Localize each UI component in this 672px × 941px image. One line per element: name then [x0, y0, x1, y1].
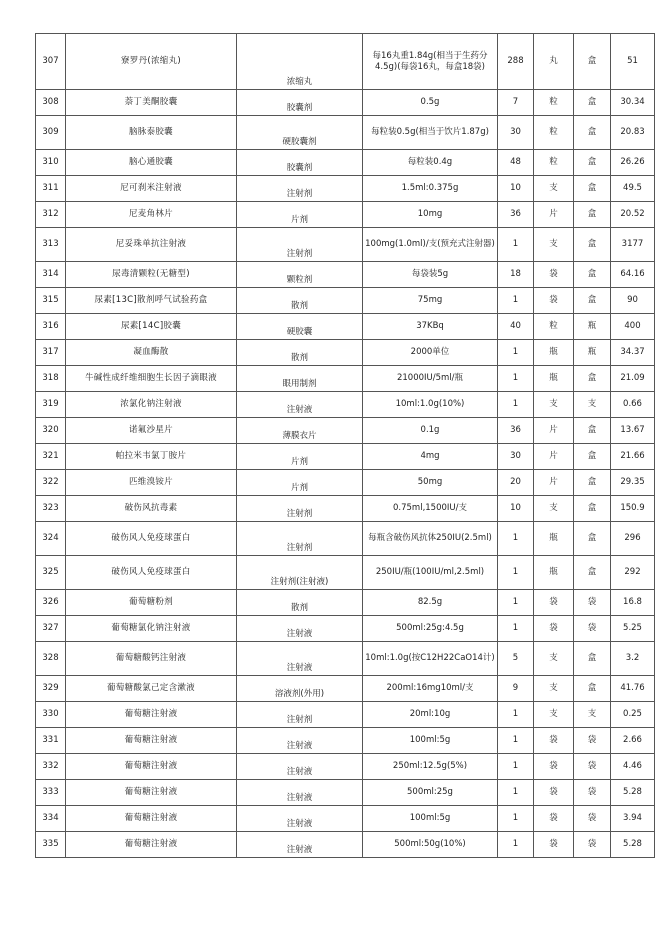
table-row [36, 556, 655, 590]
drug-name-cell: 匹维溴铵片 [66, 470, 237, 496]
package-unit-cell: 瓶 [574, 340, 611, 366]
package-unit-cell: 盒 [574, 150, 611, 176]
row-number-cell: 318 [36, 366, 66, 392]
drug-name-cell: 寮罗丹(浓缩丸) [66, 34, 237, 90]
row-number-cell: 328 [36, 642, 66, 676]
dosage-form-cell: 注射液 [237, 616, 363, 642]
table-row [36, 806, 655, 832]
specification-cell: 500ml:25g:4.5g [363, 616, 498, 642]
drug-name-cell: 尼妥珠单抗注射液 [66, 228, 237, 262]
row-number-cell: 327 [36, 616, 66, 642]
row-number-cell: 330 [36, 702, 66, 728]
specification-cell: 82.5g [363, 590, 498, 616]
drug-name-cell: 破伤风人免疫球蛋白 [66, 556, 237, 590]
package-quantity-cell: 1 [498, 228, 534, 262]
dosage-form-cell: 硬胶囊剂 [237, 116, 363, 150]
table-row [36, 590, 655, 616]
dosage-form-cell: 注射剂 [237, 176, 363, 202]
table-row [36, 340, 655, 366]
minimum-unit-cell: 支 [534, 176, 574, 202]
price-cell: 296 [611, 522, 655, 556]
package-quantity-cell: 1 [498, 754, 534, 780]
minimum-unit-cell: 袋 [534, 832, 574, 858]
package-unit-cell: 盒 [574, 176, 611, 202]
minimum-unit-cell: 袋 [534, 262, 574, 288]
row-number-cell: 332 [36, 754, 66, 780]
table-row [36, 34, 655, 90]
drug-name-cell: 尿素[13C]散剂呼气试验药盒 [66, 288, 237, 314]
package-unit-cell: 盒 [574, 90, 611, 116]
minimum-unit-cell: 片 [534, 418, 574, 444]
minimum-unit-cell: 瓶 [534, 556, 574, 590]
package-quantity-cell: 1 [498, 728, 534, 754]
minimum-unit-cell: 瓶 [534, 522, 574, 556]
package-quantity-cell: 48 [498, 150, 534, 176]
package-unit-cell: 支 [574, 702, 611, 728]
table-row [36, 780, 655, 806]
dosage-form-cell: 眼用制剂 [237, 366, 363, 392]
row-number-cell: 317 [36, 340, 66, 366]
table-row [36, 262, 655, 288]
drug-name-cell: 尿素[14C]胶囊 [66, 314, 237, 340]
row-number-cell: 320 [36, 418, 66, 444]
minimum-unit-cell: 支 [534, 392, 574, 418]
table-row [36, 444, 655, 470]
row-number-cell: 329 [36, 676, 66, 702]
package-quantity-cell: 7 [498, 90, 534, 116]
specification-cell: 每瓶含破伤风抗体250IU(2.5ml) [363, 522, 498, 556]
specification-cell: 75mg [363, 288, 498, 314]
drug-name-cell: 尼麦角林片 [66, 202, 237, 228]
table-row [36, 676, 655, 702]
minimum-unit-cell: 瓶 [534, 366, 574, 392]
dosage-form-cell: 注射剂(注射液) [237, 556, 363, 590]
price-cell: 21.66 [611, 444, 655, 470]
price-cell: 13.67 [611, 418, 655, 444]
drug-name-cell: 葡萄糖粉剂 [66, 590, 237, 616]
drug-name-cell: 葡萄糖酸钙注射液 [66, 642, 237, 676]
package-quantity-cell: 1 [498, 392, 534, 418]
price-cell: 0.25 [611, 702, 655, 728]
row-number-cell: 319 [36, 392, 66, 418]
package-quantity-cell: 36 [498, 418, 534, 444]
specification-cell: 250IU/瓶(100IU/ml,2.5ml) [363, 556, 498, 590]
table-row [36, 116, 655, 150]
dosage-form-cell: 注射液 [237, 806, 363, 832]
row-number-cell: 314 [36, 262, 66, 288]
specification-cell: 20ml:10g [363, 702, 498, 728]
package-unit-cell: 盒 [574, 470, 611, 496]
price-cell: 4.46 [611, 754, 655, 780]
price-cell: 0.66 [611, 392, 655, 418]
minimum-unit-cell: 片 [534, 444, 574, 470]
specification-cell: 37KBq [363, 314, 498, 340]
package-quantity-cell: 1 [498, 556, 534, 590]
table-row [36, 702, 655, 728]
specification-cell: 4mg [363, 444, 498, 470]
table-row [36, 418, 655, 444]
specification-cell: 200ml:16mg10ml/支 [363, 676, 498, 702]
dosage-form-cell: 片剂 [237, 444, 363, 470]
package-unit-cell: 盒 [574, 116, 611, 150]
specification-cell: 每粒装0.4g [363, 150, 498, 176]
package-unit-cell: 袋 [574, 616, 611, 642]
drug-name-cell: 脑脉泰胶囊 [66, 116, 237, 150]
minimum-unit-cell: 瓶 [534, 340, 574, 366]
price-cell: 150.9 [611, 496, 655, 522]
dosage-form-cell: 注射液 [237, 754, 363, 780]
minimum-unit-cell: 粒 [534, 314, 574, 340]
row-number-cell: 313 [36, 228, 66, 262]
row-number-cell: 311 [36, 176, 66, 202]
price-cell: 2.66 [611, 728, 655, 754]
drug-name-cell: 诺氟沙星片 [66, 418, 237, 444]
specification-cell: 21000IU/5ml/瓶 [363, 366, 498, 392]
price-cell: 3177 [611, 228, 655, 262]
package-quantity-cell: 1 [498, 616, 534, 642]
drug-name-cell: 葡萄糖酸氯己定含漱液 [66, 676, 237, 702]
package-unit-cell: 盒 [574, 288, 611, 314]
drug-name-cell: 帕拉米韦氯丁胺片 [66, 444, 237, 470]
package-unit-cell: 盒 [574, 522, 611, 556]
row-number-cell: 333 [36, 780, 66, 806]
package-unit-cell: 袋 [574, 780, 611, 806]
table-row [36, 754, 655, 780]
package-quantity-cell: 30 [498, 444, 534, 470]
row-number-cell: 326 [36, 590, 66, 616]
drug-name-cell: 尼可刹米注射液 [66, 176, 237, 202]
table-row [36, 392, 655, 418]
minimum-unit-cell: 支 [534, 642, 574, 676]
table-body [36, 34, 655, 858]
package-quantity-cell: 18 [498, 262, 534, 288]
package-quantity-cell: 288 [498, 34, 534, 90]
minimum-unit-cell: 丸 [534, 34, 574, 90]
minimum-unit-cell: 支 [534, 702, 574, 728]
row-number-cell: 310 [36, 150, 66, 176]
package-quantity-cell: 40 [498, 314, 534, 340]
package-unit-cell: 瓶 [574, 314, 611, 340]
row-number-cell: 331 [36, 728, 66, 754]
table-row [36, 496, 655, 522]
minimum-unit-cell: 袋 [534, 616, 574, 642]
specification-cell: 100ml:5g [363, 806, 498, 832]
specification-cell: 每16丸重1.84g(相当于生药分4.5g)(每袋16丸，每盒18袋) [363, 34, 498, 90]
package-unit-cell: 盒 [574, 642, 611, 676]
price-cell: 400 [611, 314, 655, 340]
package-unit-cell: 盒 [574, 444, 611, 470]
specification-cell: 0.5g [363, 90, 498, 116]
specification-cell: 1.5ml:0.375g [363, 176, 498, 202]
price-cell: 21.09 [611, 366, 655, 392]
drug-name-cell: 凝血酶散 [66, 340, 237, 366]
table-row [36, 728, 655, 754]
drug-name-cell: 葡萄糖注射液 [66, 754, 237, 780]
drug-name-cell: 牛碱性成纤维细胞生长因子滴眼液 [66, 366, 237, 392]
drug-name-cell: 脑心通胶囊 [66, 150, 237, 176]
package-unit-cell: 盒 [574, 34, 611, 90]
drug-price-table [35, 33, 655, 858]
price-cell: 292 [611, 556, 655, 590]
table-row [36, 288, 655, 314]
table-row [36, 202, 655, 228]
specification-cell: 10ml:1.0g(按C12H22CaO14计) [363, 642, 498, 676]
table-row [36, 616, 655, 642]
specification-cell: 500ml:25g [363, 780, 498, 806]
table-row [36, 228, 655, 262]
price-cell: 30.34 [611, 90, 655, 116]
dosage-form-cell: 溶液剂(外用) [237, 676, 363, 702]
row-number-cell: 323 [36, 496, 66, 522]
package-quantity-cell: 10 [498, 176, 534, 202]
specification-cell: 每粒装0.5g(相当于饮片1.87g) [363, 116, 498, 150]
package-quantity-cell: 30 [498, 116, 534, 150]
package-unit-cell: 盒 [574, 556, 611, 590]
dosage-form-cell: 胶囊剂 [237, 90, 363, 116]
dosage-form-cell: 注射液 [237, 392, 363, 418]
minimum-unit-cell: 支 [534, 676, 574, 702]
dosage-form-cell: 浓缩丸 [237, 34, 363, 90]
package-quantity-cell: 1 [498, 702, 534, 728]
drug-name-cell: 葡萄糖氯化钠注射液 [66, 616, 237, 642]
minimum-unit-cell: 片 [534, 470, 574, 496]
package-quantity-cell: 1 [498, 806, 534, 832]
row-number-cell: 322 [36, 470, 66, 496]
price-cell: 3.94 [611, 806, 655, 832]
dosage-form-cell: 注射剂 [237, 228, 363, 262]
drug-name-cell: 萘丁美酮胶囊 [66, 90, 237, 116]
package-quantity-cell: 20 [498, 470, 534, 496]
dosage-form-cell: 注射液 [237, 642, 363, 676]
dosage-form-cell: 片剂 [237, 470, 363, 496]
row-number-cell: 312 [36, 202, 66, 228]
table-row [36, 470, 655, 496]
minimum-unit-cell: 袋 [534, 728, 574, 754]
row-number-cell: 325 [36, 556, 66, 590]
minimum-unit-cell: 支 [534, 496, 574, 522]
table-row [36, 832, 655, 858]
dosage-form-cell: 注射剂 [237, 496, 363, 522]
row-number-cell: 324 [36, 522, 66, 556]
drug-name-cell: 葡萄糖注射液 [66, 832, 237, 858]
dosage-form-cell: 颗粒剂 [237, 262, 363, 288]
specification-cell: 50mg [363, 470, 498, 496]
minimum-unit-cell: 袋 [534, 590, 574, 616]
package-quantity-cell: 1 [498, 366, 534, 392]
dosage-form-cell: 散剂 [237, 288, 363, 314]
minimum-unit-cell: 支 [534, 228, 574, 262]
drug-name-cell: 葡萄糖注射液 [66, 806, 237, 832]
minimum-unit-cell: 袋 [534, 780, 574, 806]
specification-cell: 2000单位 [363, 340, 498, 366]
row-number-cell: 315 [36, 288, 66, 314]
row-number-cell: 309 [36, 116, 66, 150]
price-cell: 26.26 [611, 150, 655, 176]
row-number-cell: 321 [36, 444, 66, 470]
dosage-form-cell: 片剂 [237, 202, 363, 228]
table-row [36, 642, 655, 676]
package-quantity-cell: 1 [498, 522, 534, 556]
package-unit-cell: 盒 [574, 228, 611, 262]
package-unit-cell: 支 [574, 392, 611, 418]
package-unit-cell: 袋 [574, 590, 611, 616]
price-cell: 5.25 [611, 616, 655, 642]
package-quantity-cell: 36 [498, 202, 534, 228]
package-quantity-cell: 5 [498, 642, 534, 676]
table-row [36, 314, 655, 340]
specification-cell: 100ml:5g [363, 728, 498, 754]
package-unit-cell: 盒 [574, 202, 611, 228]
package-quantity-cell: 9 [498, 676, 534, 702]
price-cell: 20.52 [611, 202, 655, 228]
minimum-unit-cell: 袋 [534, 806, 574, 832]
specification-cell: 0.1g [363, 418, 498, 444]
dosage-form-cell: 注射剂 [237, 522, 363, 556]
price-cell: 3.2 [611, 642, 655, 676]
specification-cell: 0.75ml,1500IU/支 [363, 496, 498, 522]
package-unit-cell: 袋 [574, 806, 611, 832]
package-quantity-cell: 1 [498, 832, 534, 858]
table-row [36, 176, 655, 202]
package-unit-cell: 盒 [574, 418, 611, 444]
price-cell: 5.28 [611, 780, 655, 806]
drug-name-cell: 浓氯化钠注射液 [66, 392, 237, 418]
package-quantity-cell: 1 [498, 590, 534, 616]
price-cell: 16.8 [611, 590, 655, 616]
package-unit-cell: 袋 [574, 728, 611, 754]
minimum-unit-cell: 粒 [534, 116, 574, 150]
drug-name-cell: 破伤风抗毒素 [66, 496, 237, 522]
price-cell: 51 [611, 34, 655, 90]
minimum-unit-cell: 粒 [534, 150, 574, 176]
drug-name-cell: 尿毒清颗粒(无糖型) [66, 262, 237, 288]
package-unit-cell: 盒 [574, 496, 611, 522]
package-unit-cell: 袋 [574, 832, 611, 858]
row-number-cell: 316 [36, 314, 66, 340]
price-cell: 34.37 [611, 340, 655, 366]
dosage-form-cell: 注射液 [237, 832, 363, 858]
minimum-unit-cell: 袋 [534, 754, 574, 780]
table-row [36, 522, 655, 556]
package-unit-cell: 盒 [574, 676, 611, 702]
dosage-form-cell: 注射液 [237, 728, 363, 754]
price-cell: 90 [611, 288, 655, 314]
package-quantity-cell: 10 [498, 496, 534, 522]
row-number-cell: 334 [36, 806, 66, 832]
table-row [36, 366, 655, 392]
package-quantity-cell: 1 [498, 780, 534, 806]
price-cell: 41.76 [611, 676, 655, 702]
price-cell: 49.5 [611, 176, 655, 202]
drug-name-cell: 破伤风人免疫球蛋白 [66, 522, 237, 556]
specification-cell: 10ml:1.0g(10%) [363, 392, 498, 418]
dosage-form-cell: 注射液 [237, 780, 363, 806]
package-unit-cell: 袋 [574, 754, 611, 780]
specification-cell: 每袋装5g [363, 262, 498, 288]
dosage-form-cell: 硬胶囊 [237, 314, 363, 340]
drug-name-cell: 葡萄糖注射液 [66, 728, 237, 754]
drug-price-table-page [35, 33, 654, 858]
package-quantity-cell: 1 [498, 288, 534, 314]
dosage-form-cell: 薄膜衣片 [237, 418, 363, 444]
minimum-unit-cell: 粒 [534, 90, 574, 116]
specification-cell: 10mg [363, 202, 498, 228]
price-cell: 20.83 [611, 116, 655, 150]
package-unit-cell: 盒 [574, 366, 611, 392]
specification-cell: 100mg(1.0ml)/支(预充式注射器) [363, 228, 498, 262]
package-quantity-cell: 1 [498, 340, 534, 366]
price-cell: 64.16 [611, 262, 655, 288]
specification-cell: 250ml:12.5g(5%) [363, 754, 498, 780]
specification-cell: 500ml:50g(10%) [363, 832, 498, 858]
drug-name-cell: 葡萄糖注射液 [66, 780, 237, 806]
price-cell: 29.35 [611, 470, 655, 496]
row-number-cell: 307 [36, 34, 66, 90]
row-number-cell: 308 [36, 90, 66, 116]
dosage-form-cell: 注射剂 [237, 702, 363, 728]
dosage-form-cell: 胶囊剂 [237, 150, 363, 176]
price-cell: 5.28 [611, 832, 655, 858]
row-number-cell: 335 [36, 832, 66, 858]
table-row [36, 90, 655, 116]
dosage-form-cell: 散剂 [237, 590, 363, 616]
drug-name-cell: 葡萄糖注射液 [66, 702, 237, 728]
minimum-unit-cell: 片 [534, 202, 574, 228]
table-row [36, 150, 655, 176]
minimum-unit-cell: 袋 [534, 288, 574, 314]
package-unit-cell: 盒 [574, 262, 611, 288]
dosage-form-cell: 散剂 [237, 340, 363, 366]
